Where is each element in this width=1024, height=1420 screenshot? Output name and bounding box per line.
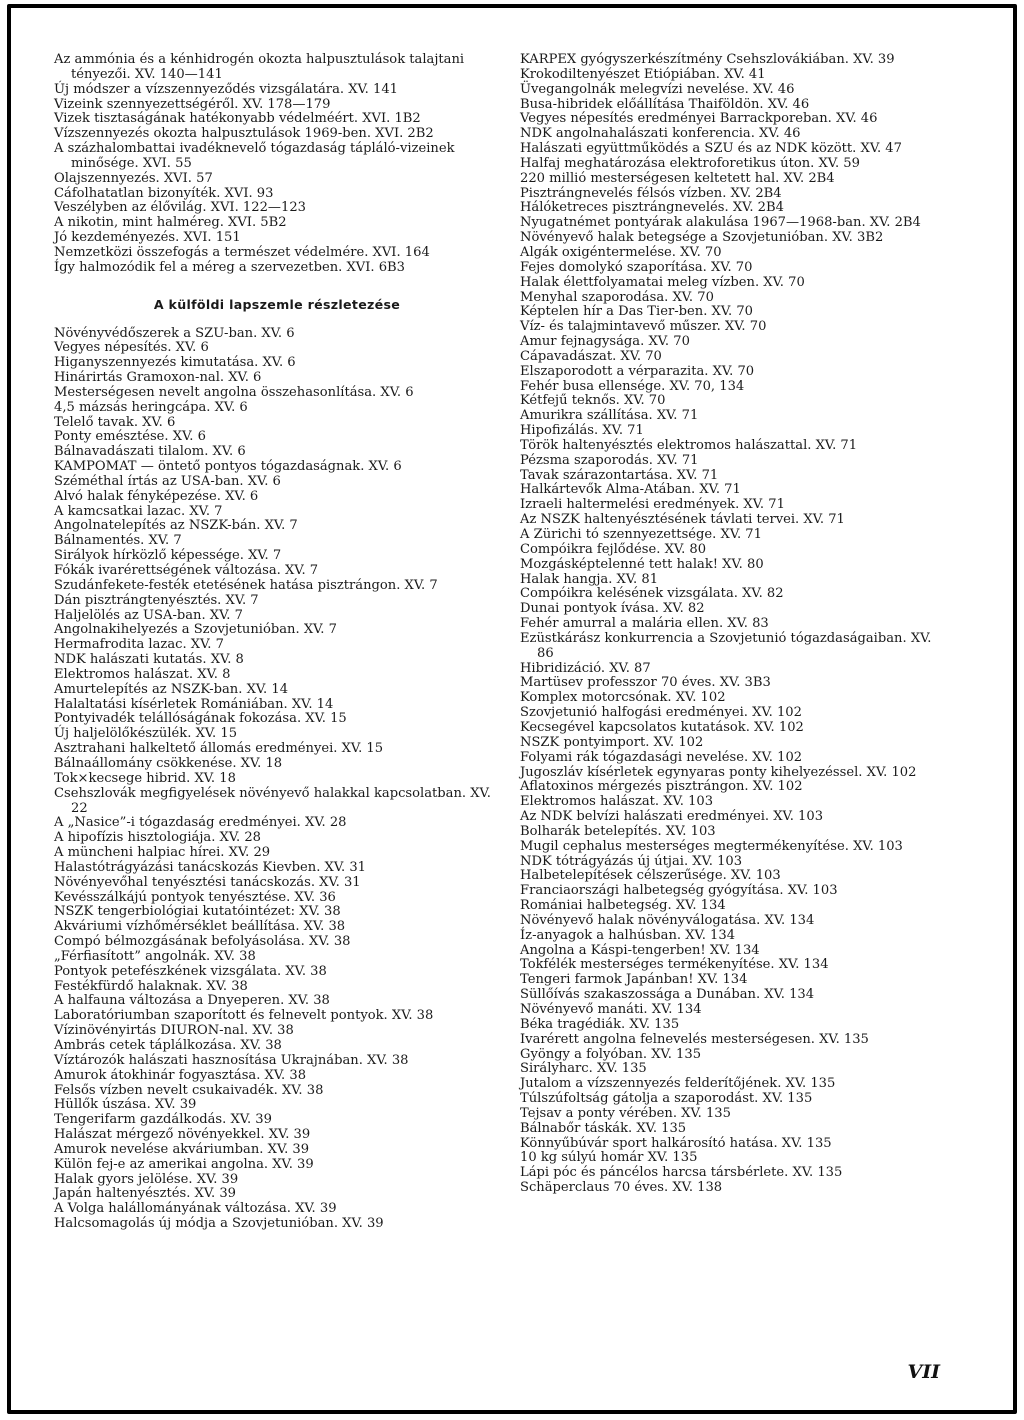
index-entry: Jutalom a vízszennyezés felderítőjének. XV. 135 <box>520 1076 836 1092</box>
index-entry: Képtelen hír a Das Tier-ben. XV. 70 <box>520 304 754 320</box>
index-entry: Halbetelepítések célszerűsége. XV. 103 <box>520 868 781 884</box>
index-entry: A „Nasice”-i tógazdaság eredményei. XV. 28 <box>54 815 347 831</box>
index-entry: Szovjetunió halfogási eredményei. XV. 102 <box>520 705 802 721</box>
index-entry: KAMPOMAT — öntető pontyos tógazdaságnak. XV. 6 <box>54 459 402 475</box>
index-entry: 4,5 mázsás heringcápa. XV. 6 <box>54 399 248 415</box>
index-entry: Gyöngy a folyóban. XV. 135 <box>520 1046 702 1062</box>
index-entry: Hálóketreces pisztrángnevelés. XV. 2B4 <box>520 200 784 216</box>
left-column <box>54 53 500 1232</box>
index-entry: A kamcsatkai lazac. XV. 7 <box>54 503 223 519</box>
index-entry: Halaltatási kísérletek Romániában. XV. 14 <box>54 696 334 712</box>
index-entry: NDK halászati kutatás. XV. 8 <box>54 652 244 668</box>
index-entry: Franciaországi halbetegség gyógyítása. XV. 103 <box>520 883 838 899</box>
index-entry: Növényevő halak betegsége a Szovjetunióban. XV. 3B2 <box>520 230 884 246</box>
index-entry: Halkártevők Alma-Atában. XV. 71 <box>520 482 741 498</box>
index-entry: Compó bélmozgásának befolyásolása. XV. 38 <box>54 934 351 950</box>
index-entry: Jugoszláv kísérletek egynyaras ponty kihelyezéssel. XV. 102 <box>520 764 917 780</box>
index-entry: Amurok átokhinár fogyasztása. XV. 38 <box>54 1067 307 1083</box>
index-entry: Elszaporodott a vérparazita. XV. 70 <box>520 363 755 379</box>
index-entry: Telelő tavak. XV. 6 <box>54 414 176 430</box>
index-entry: NSZK pontyimport. XV. 102 <box>520 734 704 750</box>
index-entry: Menyhal szaporodása. XV. 70 <box>520 289 714 305</box>
index-entry: Dán pisztrángtenyésztés. XV. 7 <box>54 592 259 608</box>
left-entries-top <box>54 53 500 276</box>
index-entry: Fehér busa ellensége. XV. 70, 134 <box>520 378 745 394</box>
index-entry: Halászati együttműködés a SZU és az NDK között. XV. 47 <box>520 141 902 157</box>
index-entry: Schäperclaus 70 éves. XV. 138 <box>520 1180 723 1196</box>
index-entry: Angolna a Káspi-tengerben! XV. 134 <box>520 942 760 958</box>
index-entry: Japán haltenyésztés. XV. 39 <box>54 1186 237 1202</box>
index-entry: A müncheni halpiac hírei. XV. 29 <box>54 845 271 861</box>
index-entry: Pézsma szaporodás. XV. 71 <box>520 452 699 468</box>
index-entry: Halak gyors jelölése. XV. 39 <box>54 1171 239 1187</box>
index-entry: Asztrahani halkeltető állomás eredményei. XV. 15 <box>54 741 384 757</box>
index-entry: Üvegangolnák melegvízi nevelése. XV. 46 <box>520 81 795 97</box>
index-entry: Íz-anyagok a halhúsban. XV. 134 <box>520 927 736 943</box>
index-entry: Bálnamentés. XV. 7 <box>54 533 182 549</box>
index-entry: Sirályok hírközlő képessége. XV. 7 <box>54 548 282 564</box>
index-entry: Bolharák betelepítés. XV. 103 <box>520 823 716 839</box>
index-entry: Festékfürdő halaknak. XV. 38 <box>54 978 248 994</box>
index-entry: Hipofizálás. XV. 71 <box>520 423 644 439</box>
right-entries <box>520 53 952 1196</box>
index-entry: Pisztrángnevelés félsós vízben. XV. 2B4 <box>520 185 782 201</box>
index-entry: Új módszer a vízszennyeződés vizsgálatára. XV. 141 <box>54 81 398 97</box>
index-entry: Hinárirtás Gramoxon-nal. XV. 6 <box>54 370 262 386</box>
index-entry: A hipofízis hisztologiája. XV. 28 <box>54 830 261 846</box>
index-entry: Ambrás cetek táplálkozása. XV. 38 <box>54 1038 282 1053</box>
index-entry: Felsős vízben nevelt csukaivadék. XV. 38 <box>54 1082 324 1098</box>
index-entry: Víz- és talajmintavevő műszer. XV. 70 <box>520 319 767 335</box>
index-entry: Víztározók halászati hasznosítása Ukrajnában. XV. 38 <box>54 1052 409 1068</box>
index-entry: Komplex motorcsónak. XV. 102 <box>520 690 726 706</box>
index-entry: Halastótrágyázási tanácskozás Kievben. XV. 31 <box>54 859 367 875</box>
index-entry: Bálnavadászati tilalom. XV. 6 <box>54 444 246 460</box>
index-entry: KARPEX gyógyszerkészítmény Csehszlovákiában. XV. 39 <box>520 52 895 67</box>
index-entry: Amurtelepítés az NSZK-ban. XV. 14 <box>54 681 289 697</box>
index-entry: Krokodiltenyészet Etiópiában. XV. 41 <box>520 66 766 82</box>
index-entry: NDK angolnahalászati konferencia. XV. 46 <box>520 126 801 142</box>
index-entry: A Volga halállományának változása. XV. 39 <box>54 1201 337 1217</box>
index-entry: Könnyűbúvár sport halkárosító hatása. XV. 135 <box>520 1135 832 1151</box>
index-entry: Tengerifarm gazdálkodás. XV. 39 <box>54 1112 272 1128</box>
index-entry: Tavak szárazontartása. XV. 71 <box>520 467 719 483</box>
index-entry: Ivarérett angolna felnevelés mesterségesen. XV. 135 <box>520 1031 869 1047</box>
index-entry: Elektromos halászat. XV. 103 <box>520 794 714 810</box>
index-entry: Alvó halak fényképezése. XV. 6 <box>54 488 259 504</box>
index-entry: Bálnabőr táskák. XV. 135 <box>520 1120 687 1136</box>
index-entry: Higanyszennyezés kimutatása. XV. 6 <box>54 355 296 371</box>
index-entry: Bálnaállomány csökkenése. XV. 18 <box>54 755 283 771</box>
index-entry: A százhalombattai ivadéknevelő tógazdaság tápláló-vizeinek minősége. XVI. 55 <box>54 141 455 171</box>
index-entry: Süllőívás szakaszossága a Dunában. XV. 134 <box>520 987 815 1003</box>
index-entry: Aflatoxinos mérgezés pisztrángon. XV. 102 <box>520 779 803 795</box>
index-entry: Hermafrodita lazac. XV. 7 <box>54 637 224 653</box>
index-entry: Tokfélék mesterséges termékenyítése. XV. 134 <box>520 957 829 973</box>
index-entry: NDK tótrágyázás új útjai. XV. 103 <box>520 853 743 869</box>
index-entry: Vízinövényirtás DIURON-nal. XV. 38 <box>54 1023 294 1039</box>
index-entry: Akváriumi vízhőmérséklet beállítása. XV. 38 <box>54 919 346 935</box>
right-column <box>520 53 952 1196</box>
index-entry: Kétfejű teknős. XV. 70 <box>520 393 666 409</box>
index-entry: 220 millió mesterségesen keltetett hal. XV. 2B4 <box>520 170 835 186</box>
index-entry: Romániai halbetegség. XV. 134 <box>520 898 726 914</box>
index-entry: Vizek tisztaságának hatékonyabb védelméért. XVI. 1B2 <box>54 111 421 127</box>
index-entry: Ponty emésztése. XV. 6 <box>54 429 206 445</box>
index-entry: Haljelölés az USA-ban. XV. 7 <box>54 607 243 623</box>
index-entry: A nikotin, mint halméreg. XVI. 5B2 <box>54 215 287 231</box>
index-entry: Halfaj meghatározása elektroforetikus úton. XV. 59 <box>520 155 860 171</box>
index-entry: Az NDK belvízi halászati eredményei. XV. 103 <box>520 809 824 825</box>
index-entry: Compóikra fejlődése. XV. 80 <box>520 541 707 557</box>
index-entry: Növényevő manáti. XV. 134 <box>520 1002 702 1017</box>
index-entry: Szudánfekete-festék etetésének hatása pisztrángon. XV. 7 <box>54 577 438 593</box>
index-entry: Kevésszálkájú pontyok tenyésztése. XV. 36 <box>54 889 336 905</box>
index-entry: Mugil cephalus mesterséges megtermékenyítése. XV. 103 <box>520 838 903 854</box>
index-entry: „Férfiasított” angolnák. XV. 38 <box>54 948 256 964</box>
index-entry: Tengeri farmok Japánban! XV. 134 <box>520 972 748 988</box>
section-title: A külföldi lapszemle részletezése <box>153 296 401 312</box>
left-entries-bottom <box>54 327 500 1232</box>
index-entry: Így halmozódik fel a méreg a szervezetben. XVI. 6B3 <box>54 259 406 275</box>
index-entry: Olajszennyezés. XVI. 57 <box>54 170 213 186</box>
index-entry: Veszélyben az élővilág. XVI. 122—123 <box>54 200 307 216</box>
index-entry: Compóikra kelésének vizsgálata. XV. 82 <box>520 586 784 602</box>
index-entry: Dunai pontyok ívása. XV. 82 <box>520 601 705 617</box>
index-entry: Fehér amurral a malária ellen. XV. 83 <box>520 616 769 632</box>
index-entry: Ezüstkárász konkurrencia a Szovjetunió tógazdaságaiban. XV. 86 <box>520 630 932 661</box>
index-entry: Halászat mérgező növényekkel. XV. 39 <box>54 1127 311 1143</box>
index-entry: Algák oxigéntermelése. XV. 70 <box>520 244 722 260</box>
index-entry: Amurikra szállítása. XV. 71 <box>520 408 699 424</box>
index-entry: Tok×kecsege hibrid. XV. 18 <box>54 770 236 786</box>
index-entry: Cáfolhatatlan bizonyíték. XVI. 93 <box>54 185 274 201</box>
index-entry: Tejsav a ponty vérében. XV. 135 <box>520 1105 731 1121</box>
index-entry: Vízszennyezés okozta halpusztulások 1969-ben. XVI. 2B2 <box>54 126 434 142</box>
index-entry: Növényvédőszerek a SZU-ban. XV. 6 <box>54 325 295 341</box>
index-entry: Angolnakihelyezés a Szovjetunióban. XV. 7 <box>54 622 337 638</box>
index-entry: Halak hangja. XV. 81 <box>520 571 659 587</box>
index-entry: Növényevőhal tenyésztési tanácskozás. XV. 31 <box>54 874 361 890</box>
index-entry: Cápavadászat. XV. 70 <box>520 348 662 364</box>
index-entry: Busa-hibridek előállítása Thaiföldön. XV. 46 <box>520 96 810 112</box>
index-entry: A halfauna változása a Dnyeperen. XV. 38 <box>54 993 330 1009</box>
index-entry: Amur fejnagysága. XV. 70 <box>520 334 690 350</box>
index-entry: Széméthal írtás az USA-ban. XV. 6 <box>54 473 281 489</box>
index-entry: A Zürichi tó szennyezettsége. XV. 71 <box>520 527 762 542</box>
index-entry: Folyami rák tógazdasági nevelése. XV. 102 <box>520 749 803 765</box>
index-entry: Vegyes népesítés eredményei Barrackporeban. XV. 46 <box>520 111 878 127</box>
index-entry: Nyugatnémet pontyárak alakulása 1967—1968-ban. XV. 2B4 <box>520 215 921 231</box>
index-entry: Pontyok petefészkének vizsgálata. XV. 38 <box>54 963 327 979</box>
index-entry: Laboratóriumban szaporított és felnevelt pontyok. XV. 38 <box>54 1008 434 1024</box>
index-entry: Martüsev professzor 70 éves. XV. 3B3 <box>520 675 771 691</box>
index-entry: Az ammónia és a kénhidrogén okozta halpusztulások talajtani tényezői. XV. 140—141 <box>54 52 465 82</box>
index-entry: Halak élettfolyamatai meleg vízben. XV. 70 <box>520 274 805 290</box>
index-entry: Hibridizáció. XV. 87 <box>520 660 651 676</box>
index-entry: NSZK tengerbiológiai kutatóintézet: XV. 38 <box>54 904 341 920</box>
index-entry: Elektromos halászat. XV. 8 <box>54 666 231 682</box>
index-entry: Török haltenyésztés elektromos halászattal. XV. 71 <box>520 437 858 453</box>
index-entry: Mozgásképtelenné tett halak! XV. 80 <box>520 556 764 572</box>
index-entry: Vegyes népesítés. XV. 6 <box>54 340 209 356</box>
index-entry: Pontyivadék telállóságának fokozása. XV. 15 <box>54 711 347 727</box>
index-entry: Túlszúfoltság gátolja a szaporodást. XV. 135 <box>520 1091 813 1107</box>
index-entry: Növényevő halak növényválogatása. XV. 134 <box>520 912 815 928</box>
index-entry: Lápi póc és páncélos harcsa társbérlete. XV. 135 <box>520 1165 843 1181</box>
index-entry: Külön fej-e az amerikai angolna. XV. 39 <box>54 1156 314 1172</box>
index-entry: Mesterségesen nevelt angolna összehasonlítása. XV. 6 <box>54 384 414 400</box>
index-entry: Izraeli haltermelési eredmények. XV. 71 <box>520 497 785 513</box>
index-entry: Fejes domolykó szaporítása. XV. 70 <box>520 259 753 275</box>
index-entry: Sirályharc. XV. 135 <box>520 1061 647 1077</box>
index-entry: Halcsomagolás új módja a Szovjetunióban. XV. 39 <box>54 1216 384 1232</box>
index-entry: Kecsegével kapcsolatos kutatások. XV. 102 <box>520 719 804 735</box>
index-entry: Jó kezdeményezés. XVI. 151 <box>54 230 241 246</box>
index-entry: Angolnatelepítés az NSZK-bán. XV. 7 <box>54 518 298 534</box>
index-entry: Amurok nevelése akváriumban. XV. 39 <box>54 1141 310 1157</box>
index-entry: Nemzetközi összefogás a természet védelmére. XVI. 164 <box>54 244 430 260</box>
page-number: VII <box>907 1361 940 1383</box>
index-entry: Vizeink szennyezettségéről. XV. 178—179 <box>54 96 331 112</box>
index-entry: Béka tragédiák. XV. 135 <box>520 1016 680 1032</box>
index-entry: Csehszlovák megfigyelések növényevő halakkal kapcsolatban. XV. 22 <box>54 785 491 816</box>
index-entry: Hüllők úszása. XV. 39 <box>54 1097 197 1113</box>
index-entry: Új haljelölőkészülék. XV. 15 <box>54 726 238 742</box>
index-entry: Fókák ivarérettségének változása. XV. 7 <box>54 563 319 578</box>
index-entry: 10 kg súlyú homár XV. 135 <box>520 1150 698 1166</box>
index-entry: Az NSZK haltenyésztésének távlati tervei. XV. 71 <box>520 512 845 528</box>
